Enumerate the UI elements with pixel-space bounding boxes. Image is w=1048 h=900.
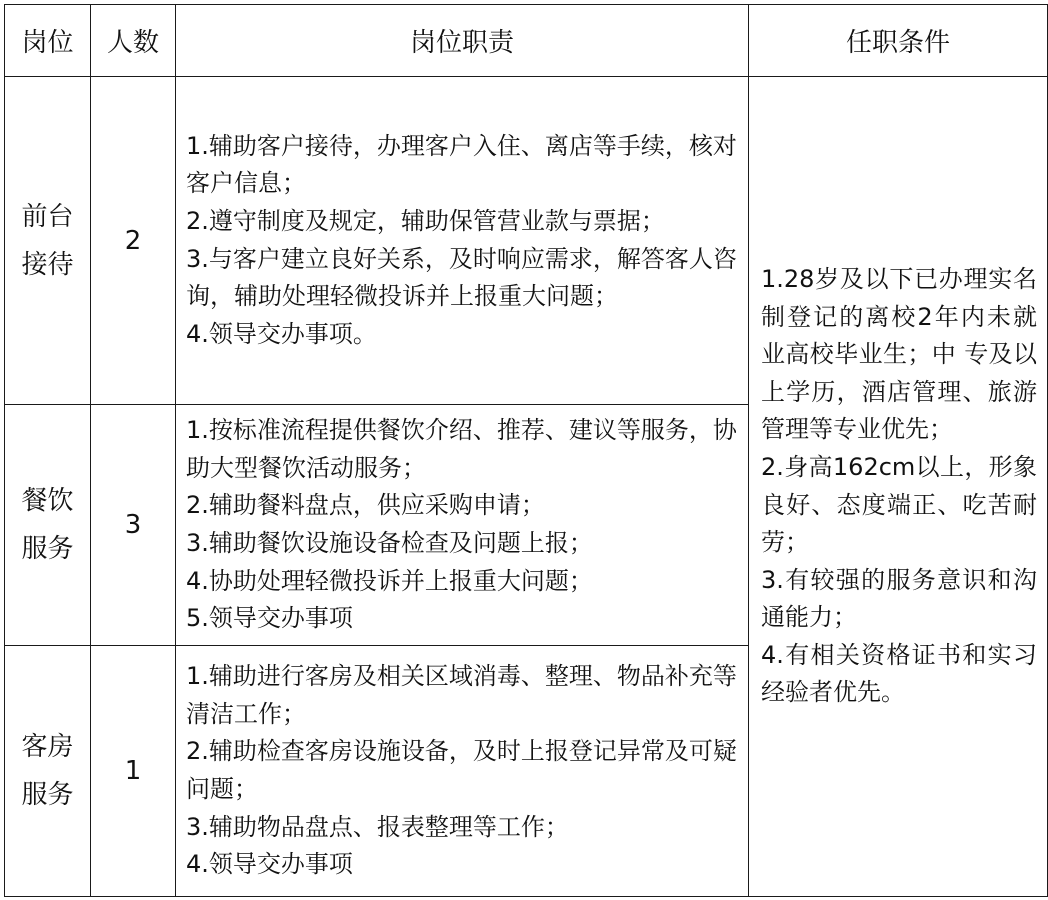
count-cell: 3 bbox=[91, 405, 176, 646]
duties-cell bbox=[176, 646, 749, 897]
position-label-line: 客房 bbox=[21, 732, 74, 762]
header-position: 岗位 bbox=[5, 5, 91, 77]
position-label-line: 接待 bbox=[21, 249, 74, 280]
requirement-item: 2.身高162cm以上，形象良好、态度端正、吃苦耐劳； bbox=[761, 452, 1037, 557]
duties-cell bbox=[176, 77, 749, 405]
position-label-line: 餐饮 bbox=[21, 486, 74, 516]
duty-item: 4.领导交办事项 bbox=[186, 850, 353, 879]
header-row bbox=[5, 5, 1048, 77]
requirement-item: 4.有相关资格证书和实习经验者优先。 bbox=[761, 640, 1037, 707]
count-cell: 1 bbox=[91, 646, 176, 897]
requirement-item: 3.有较强的服务意识和沟通能力； bbox=[761, 565, 1037, 632]
duty-item: 1.按标准流程提供餐饮介绍、推荐、建议等服务，协助大型餐饮活动服务； bbox=[186, 416, 737, 482]
count-cell: 2 bbox=[91, 77, 176, 405]
duty-item: 5.领导交办事项 bbox=[186, 604, 353, 633]
position-label-line: 前台 bbox=[21, 201, 74, 232]
position-label-line: 服务 bbox=[21, 780, 74, 810]
duty-item: 2.遵守制度及规定，辅助保管营业款与票据； bbox=[186, 206, 665, 235]
duty-item: 4.协助处理轻微投诉并上报重大问题； bbox=[186, 566, 593, 595]
duty-item: 1.辅助进行客房及相关区域消毒、整理、物品补充等清洁工作； bbox=[186, 662, 737, 728]
requirement-item: 1.28岁及以下已办理实名制登记的离校2年内未就业高校毕业生；中 专及以上学历，酒店管理、旅游管理等专业优先； bbox=[761, 264, 1037, 444]
position-cell bbox=[5, 646, 91, 897]
header-requirements: 任职条件 bbox=[749, 5, 1048, 77]
header-count: 人数 bbox=[91, 5, 176, 77]
duty-item: 3.辅助餐饮设施设备检查及问题上报； bbox=[186, 529, 593, 557]
position-cell bbox=[5, 405, 91, 646]
duty-item: 2.辅助检查客房设施设备，及时上报登记异常及可疑问题； bbox=[186, 737, 737, 803]
header-duties: 岗位职责 bbox=[176, 5, 749, 77]
requirements-cell bbox=[749, 77, 1048, 897]
position-cell bbox=[5, 77, 91, 405]
duties-cell bbox=[176, 405, 749, 646]
duty-item: 2.辅助餐料盘点，供应采购申请； bbox=[186, 491, 545, 520]
duty-item: 3.与客户建立良好关系，及时响应需求，解答客人咨询，辅助处理轻微投诉并上报重大问题； bbox=[186, 244, 737, 311]
duty-item: 1.辅助客户接待，办理客户入住、离店等手续，核对客户信息； bbox=[186, 131, 737, 198]
position-label-line: 服务 bbox=[21, 534, 74, 564]
duty-item: 3.辅助物品盘点、报表整理等工作； bbox=[186, 812, 569, 841]
duty-item: 4.领导交办事项。 bbox=[186, 319, 377, 348]
recruitment-table bbox=[4, 4, 1048, 897]
table-row-front-desk bbox=[5, 77, 1048, 405]
